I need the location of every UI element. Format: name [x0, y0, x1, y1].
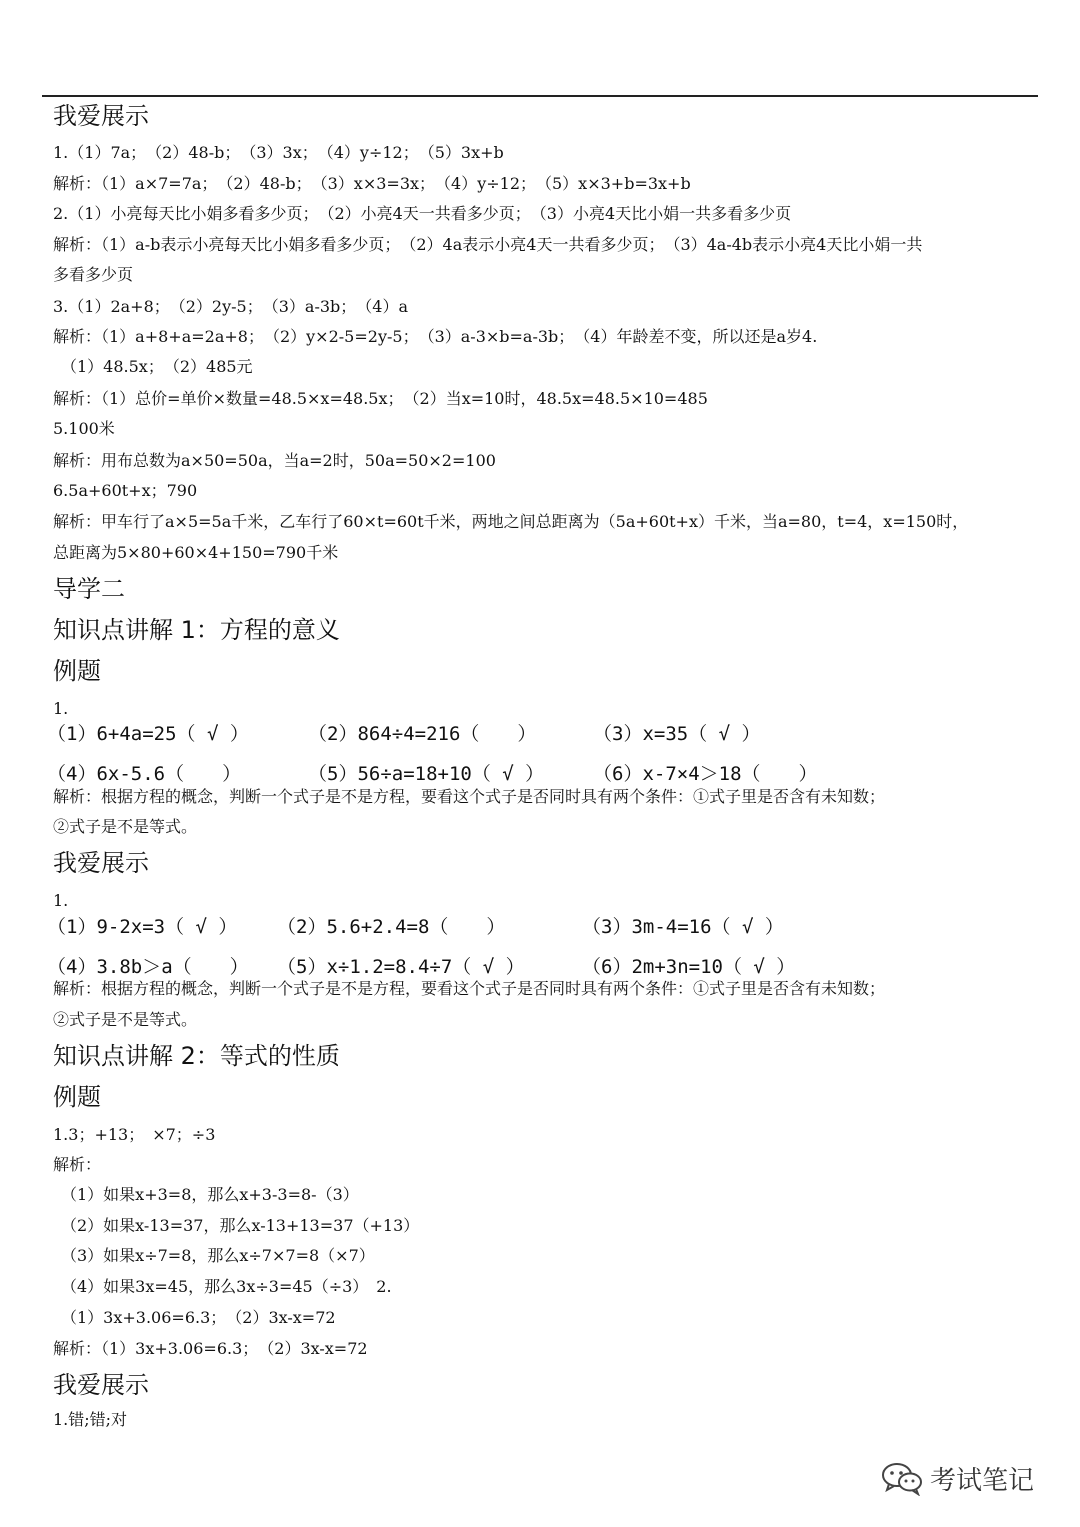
- section-heading: 我爱展示: [53, 849, 149, 877]
- text-line: （3）如果x÷7=8，那么x÷7×7=8（×7）: [61, 1246, 375, 1265]
- text-line: ②式子是不是等式。: [53, 817, 198, 836]
- section-heading: 我爱展示: [53, 1371, 149, 1399]
- equation-item: （3）3m-4=16（ √ ）: [582, 916, 784, 938]
- text-line: 解析：根据方程的概念，判断一个式子是不是方程，要看这个式子是否同时具有两个条件：①式子里是否含有未知数；: [53, 787, 886, 806]
- text-line: 解析：（1）总价=单价×数量=48.5×x=48.5x； （2）当x=10时，48.5x=48.5×10=485: [53, 389, 708, 408]
- text-line: 解析：（1）a-b表示小亮每天比小娟多看多少页； （2）4a表示小亮4天一共看多少页； （3）4a-4b表示小亮4天比小娟一共: [53, 235, 923, 254]
- section-heading: 知识点讲解 2：等式的性质: [53, 1042, 340, 1070]
- text-line: ②式子是不是等式。: [53, 1010, 198, 1029]
- section-heading: 我爱展示: [53, 102, 149, 130]
- equation-item: （2）864÷4=216（ ）: [308, 723, 537, 745]
- text-line: （2）如果x-13=37，那么x-13+13=37（+13）: [61, 1216, 420, 1235]
- equation-item: （1）9-2x=3（ √ ）: [47, 916, 238, 938]
- text-line: 6.5a+60t+x；790: [53, 481, 198, 500]
- question-number: 1.: [53, 699, 69, 718]
- equation-item: （1）6+4a=25（ √ ）: [47, 723, 249, 745]
- section-heading: 例题: [53, 657, 101, 685]
- question-number: 1.: [53, 891, 69, 910]
- text-line: 解析：（1）3x+3.06=6.3； （2）3x-x=72: [53, 1339, 368, 1358]
- equation-item: （3）x=35（ √ ）: [593, 723, 761, 745]
- wechat-icon: [880, 1460, 924, 1496]
- text-line: 5.100米: [53, 419, 115, 438]
- text-line: （1）如果x+3=8，那么x+3-3=8-（3）: [61, 1185, 359, 1204]
- text-line: 总距离为5×80+60×4+150=790千米: [53, 543, 339, 562]
- equation-item: （4）3.8b＞a（ ）: [47, 956, 249, 978]
- text-line: 3.（1）2a+8； （2）2y-5； （3）a-3b； （4）a: [53, 297, 409, 316]
- text-line: 多看多少页: [53, 265, 134, 284]
- text-line: 解析：根据方程的概念，判断一个式子是不是方程，要看这个式子是否同时具有两个条件：①式子里是否含有未知数；: [53, 979, 886, 998]
- text-line: 解析：甲车行了a×5=5a千米，乙车行了60×t=60t千米，两地之间总距离为（5a+60t+x）千米，当a=80，t=4，x=150时，: [53, 512, 969, 531]
- text-line: （1）48.5x； （2）485元: [61, 357, 253, 376]
- equation-item: （2）5.6+2.4=8（ ）: [277, 916, 506, 938]
- equation-item: （5）56÷a=18+10（ √ ）: [308, 763, 545, 785]
- section-heading: 知识点讲解 1：方程的意义: [53, 616, 340, 644]
- top-rule: [42, 95, 1038, 97]
- text-line: （1）3x+3.06=6.3； （2）3x-x=72: [61, 1308, 336, 1327]
- section-heading: 导学二: [53, 575, 125, 603]
- text-line: 1.3；+13； ×7；÷3: [53, 1125, 216, 1144]
- text-line: 解析：: [53, 1155, 102, 1174]
- watermark-logo: [880, 1456, 1034, 1500]
- logo-text: 考试笔记: [930, 1465, 1035, 1496]
- text-line: 解析：（1）a×7=7a； （2）48-b； （3）x×3=3x； （4）y÷12； （5）x×3+b=3x+b: [53, 174, 691, 193]
- text-line: 解析：（1）a+8+a=2a+8； （2）y×2-5=2y-5； （3）a-3×b=a-3b； （4）年龄差不变，所以还是a岁4.: [53, 327, 818, 346]
- section-heading: 例题: [53, 1083, 101, 1111]
- text-line: 1.错;错;对: [53, 1410, 128, 1429]
- equation-item: （6）2m+3n=10（ √ ）: [582, 956, 796, 978]
- text-line: 1.（1）7a； （2）48-b； （3）3x； （4）y÷12； （5）3x+b: [53, 143, 504, 162]
- text-line: 2.（1）小亮每天比小娟多看多少页； （2）小亮4天一共看多少页； （3）小亮4天比小娟一共多看多少页: [53, 204, 792, 223]
- equation-item: （6）x-7×4＞18（ ）: [593, 763, 818, 785]
- equation-item: （5）x÷1.2=8.4÷7（ √ ）: [277, 956, 525, 978]
- text-line: 解析：用布总数为a×50=50a，当a=2时，50a=50×2=100: [53, 451, 496, 470]
- equation-item: （4）6x-5.6（ ）: [47, 763, 242, 785]
- text-line: （4）如果3x=45，那么3x÷3=45（÷3） 2.: [61, 1277, 392, 1296]
